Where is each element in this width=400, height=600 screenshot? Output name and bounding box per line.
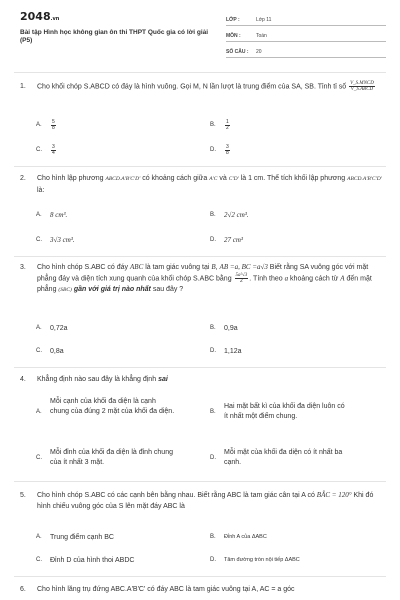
divider <box>14 72 386 73</box>
divider <box>14 166 386 167</box>
document-title: Bài tập Hình học không gian ôn thi THPT Quốc gia có lời giải (P5) <box>20 29 209 44</box>
divider <box>14 481 386 482</box>
divider <box>14 256 386 257</box>
divider <box>14 576 386 577</box>
document-header <box>0 0 400 64</box>
emphasis-text: sai <box>158 376 168 383</box>
meta-row-class: LỚP : Lớp 11 <box>226 13 386 26</box>
meta-row-count: SỐ CÂU : 20 <box>226 45 386 58</box>
volume-ratio: $\frac{\text{V\_S.MNCD}}{\text{V\_S.ABCD}}$ <box>350 81 374 92</box>
emphasis-text: gần với giá trị nào nhất <box>73 286 151 294</box>
meta-row-subject: MÔN : Toán <box>226 29 386 42</box>
site-logo[interactable]: 2048.vn <box>20 10 60 23</box>
lateral-area-fraction: $\frac{\text{5a²√3}}{2}$ <box>235 273 248 284</box>
divider <box>14 367 386 368</box>
